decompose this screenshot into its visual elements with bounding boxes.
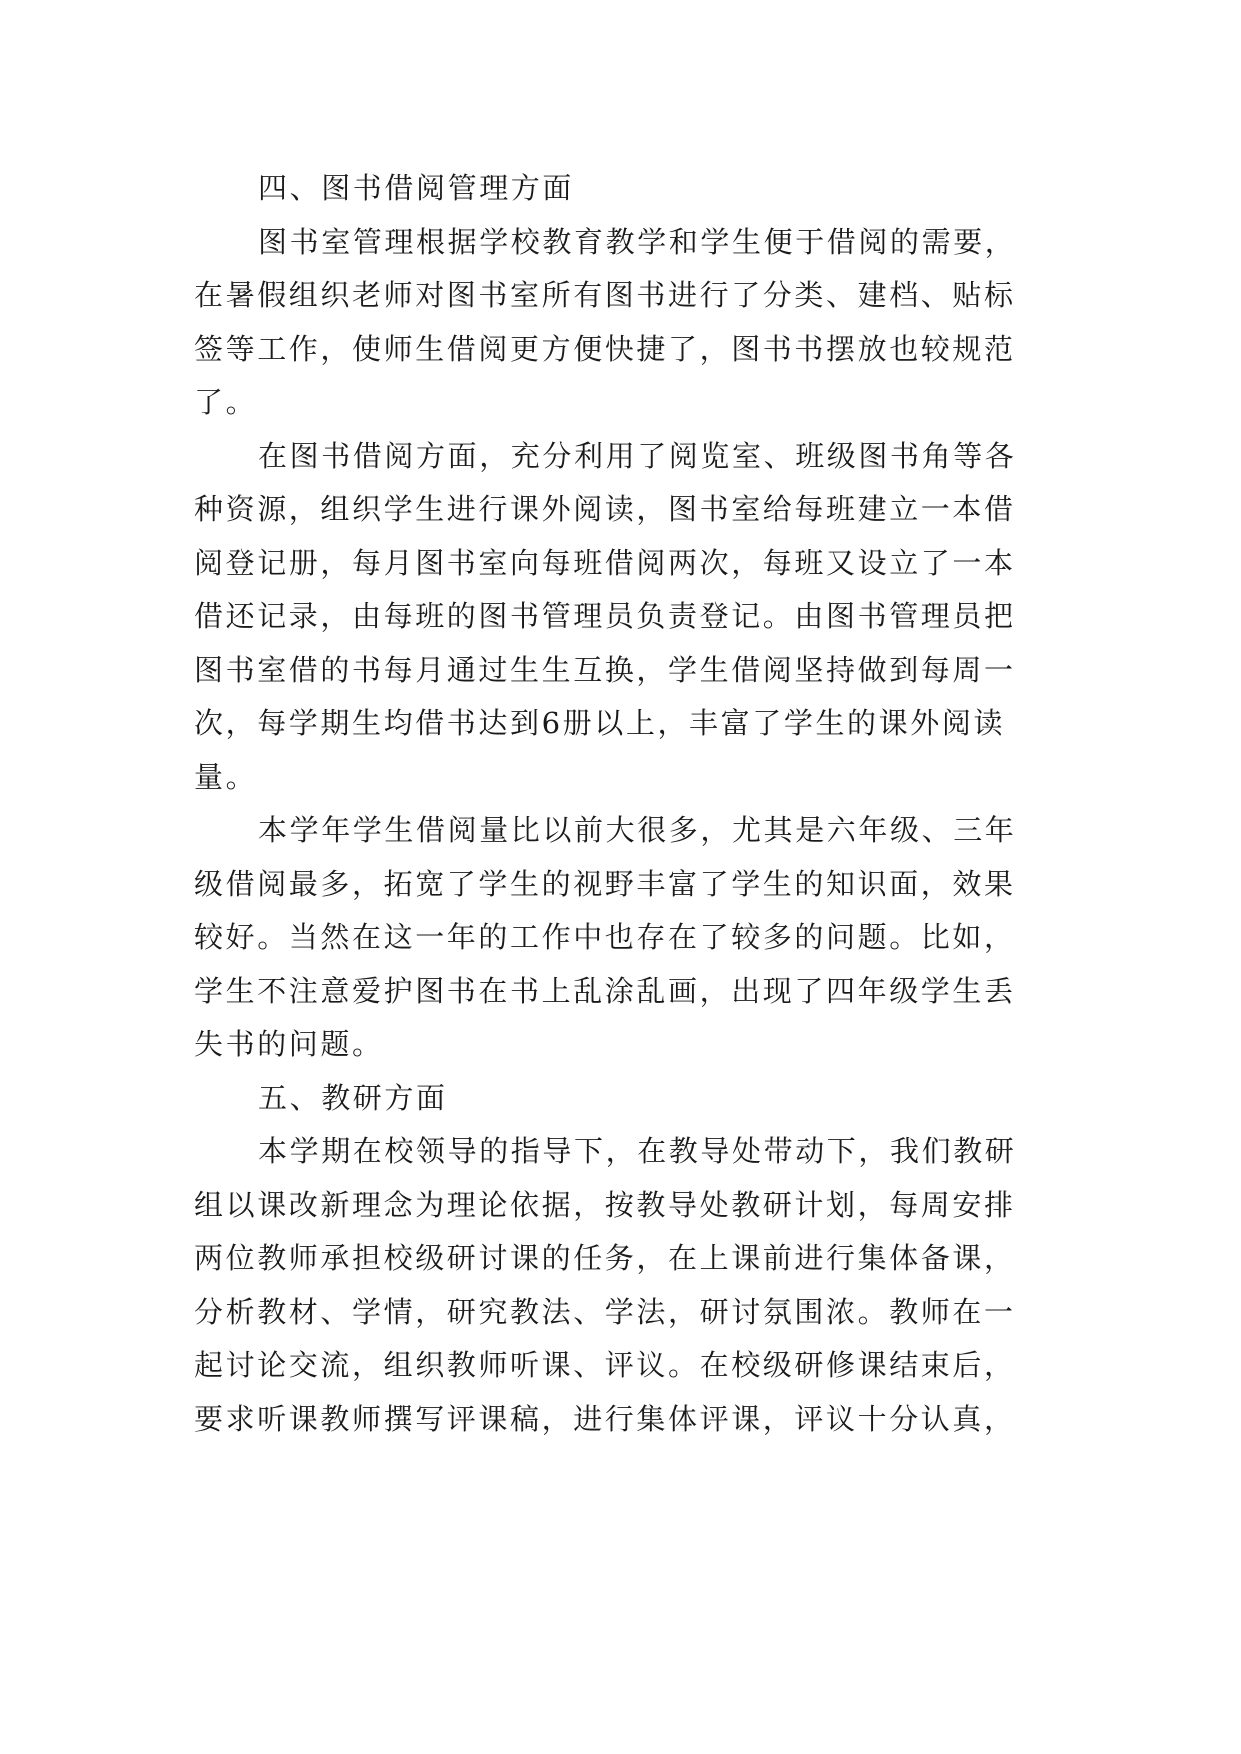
- text-line: 起讨论交流，组织教师听课、评议。在校级研修课结束后，: [194, 1348, 1016, 1382]
- text-line: 较好。当然在这一年的工作中也存在了较多的问题。比如，: [194, 920, 1016, 954]
- text-line: 两位教师承担校级研讨课的任务，在上课前进行集体备课，: [194, 1241, 1016, 1275]
- text-line: 量。: [194, 759, 258, 794]
- text-line: 阅登记册，每月图书室向每班借阅两次，每班又设立了一本: [194, 545, 1016, 580]
- text-line: 组以课改新理念为理论依据，按教导处教研计划，每周安排: [194, 1187, 1016, 1222]
- text-line: 失书的问题。: [194, 1027, 384, 1061]
- text-line: 借还记录，由每班的图书管理员负责登记。由图书管理员把: [194, 599, 1016, 633]
- text-line: 签等工作，使师生借阅更方便快捷了，图书书摆放也较规范: [194, 331, 1016, 366]
- text-line: 图书室借的书每月通过生生互换，学生借阅坚持做到每周一: [194, 652, 1016, 687]
- text-line: 在图书借阅方面，充分利用了阅览室、班级图书角等各: [258, 438, 1017, 473]
- text-line: 学生不注意爱护图书在书上乱涂乱画，出现了四年级学生丢: [194, 973, 1016, 1008]
- text-line: 种资源，组织学生进行课外阅读，图书室给每班建立一本借: [194, 492, 1016, 526]
- text-line: 要求听课教师撰写评课稿，进行集体评课，评议十分认真，: [194, 1401, 1016, 1436]
- text-line: 次，每学期生均借书达到6册以上，丰富了学生的课外阅读: [194, 706, 1006, 740]
- text-line: 图书室管理根据学校教育教学和学生便于借阅的需要，: [258, 224, 1017, 259]
- text-line: 级借阅最多，拓宽了学生的视野丰富了学生的知识面，效果: [194, 866, 1016, 901]
- text-line: 在暑假组织老师对图书室所有图书进行了分类、建档、贴标: [194, 278, 1016, 312]
- text-line: 本学年学生借阅量比以前大很多，尤其是六年级、三年: [258, 813, 1017, 847]
- section-heading-research: 五、教研方面: [258, 1080, 448, 1115]
- section-heading-library: 四、图书借阅管理方面: [258, 171, 575, 205]
- text-line: 了。: [194, 385, 258, 419]
- text-line: 分析教材、学情，研究教法、学法，研讨氛围浓。教师在一: [194, 1294, 1016, 1329]
- body-text: [194, 162, 1094, 1446]
- text-line: 本学期在校领导的指导下，在教导处带动下，我们教研: [258, 1134, 1017, 1168]
